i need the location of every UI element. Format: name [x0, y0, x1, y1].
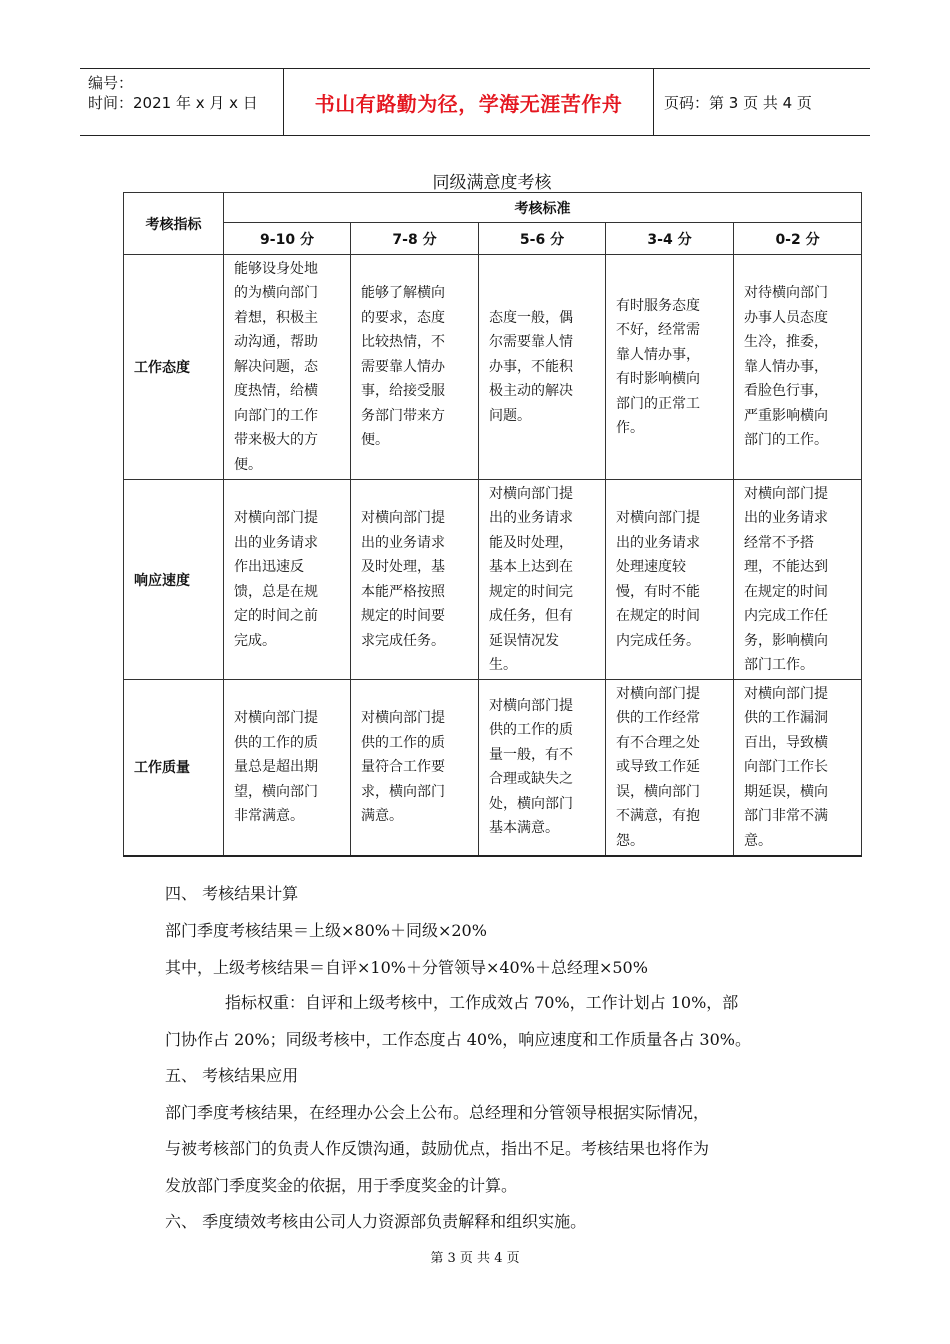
paragraph-line: 发放部门季度奖金的依据，用于季度奖金的计算。 — [165, 1176, 518, 1195]
row-label: 工作质量 — [124, 680, 224, 856]
table-title: 同级满意度考核 — [432, 173, 552, 193]
assessment-table — [123, 192, 862, 857]
table-cell: 对横向部门提 出的业务请求 经常不予搭 理，不能达到 在规定的时间 内完成工作任 务，影响横向 部门工作。 — [734, 480, 862, 680]
table-cell: 态度一般，偶 尔需要靠人情 办事，不能积 极主动的解决 问题。 — [479, 255, 606, 480]
indicator-header: 考核指标 — [124, 193, 224, 255]
table-cell: 有时服务态度 不好，经常需 靠人情办事， 有时影响横向 部门的正常工 作。 — [606, 255, 734, 480]
score-header: 5-6 分 — [479, 223, 606, 255]
table-row — [124, 255, 862, 480]
table-row — [124, 680, 862, 856]
doc-number-label: 编号： — [88, 74, 134, 92]
table-cell: 对横向部门提 出的业务请求 能及时处理， 基本上达到在 规定的时间完 成任务，但有 延误情况发 生。 — [479, 480, 606, 680]
page-footer: 第 3 页 共 4 页 — [430, 1251, 520, 1266]
table-header-row — [124, 193, 862, 223]
paragraph-line: 与被考核部门的负责人作反馈沟通，鼓励优点，指出不足。考核结果也将作为 — [165, 1139, 710, 1158]
score-header: 7-8 分 — [351, 223, 479, 255]
section4-heading: 四、 考核结果计算 — [165, 884, 299, 903]
paragraph-line: 部门季度考核结果，在经理办公会上公布。总经理和分管领导根据实际情况， — [165, 1103, 710, 1122]
formula-line: 部门季度考核结果＝上级×80%＋同级×20% — [165, 921, 487, 940]
score-header-row — [124, 223, 862, 255]
page-header — [80, 68, 870, 136]
header-meta — [80, 69, 284, 135]
row-label: 响应速度 — [124, 480, 224, 680]
table-cell: 对横向部门提 出的业务请求 处理速度较 慢，有时不能 在规定的时间 内完成任务。 — [606, 480, 734, 680]
weights-text: 门协作占 20%；同级考核中，工作态度占 40%，响应速度和工作质量各占 30%。 — [165, 1030, 751, 1049]
section5-heading: 五、 考核结果应用 — [165, 1066, 299, 1085]
standard-header: 考核标准 — [224, 193, 862, 223]
formula-line: 其中，上级考核结果＝自评×10%＋分管领导×40%＋总经理×50% — [165, 958, 648, 977]
table-cell: 对横向部门提 供的工作的质 量总是超出期 望，横向部门 非常满意。 — [224, 680, 351, 856]
score-header: 3-4 分 — [606, 223, 734, 255]
section6-text: 六、 季度绩效考核由公司人力资源部负责解释和组织实施。 — [165, 1212, 587, 1231]
table-cell: 对横向部门提 供的工作经常 有不合理之处 或导致工作延 误，横向部门 不满意，有抱 怨。 — [606, 680, 734, 856]
weights-text: 指标权重：自评和上级考核中，工作成效占 70%，工作计划占 10%，部 — [225, 993, 739, 1012]
table-cell: 对待横向部门 办事人员态度 生冷，推委， 靠人情办事， 看脸色行事， 严重影响横向 部门的工作。 — [734, 255, 862, 480]
table-cell: 对横向部门提 供的工作的质 量符合工作要 求，横向部门 满意。 — [351, 680, 479, 856]
table-cell: 对横向部门提 供的工作漏洞 百出，导致横 向部门工作长 期延误，横向 部门非常不满 意。 — [734, 680, 862, 856]
table-row — [124, 480, 862, 680]
doc-time-label: 时间：2021 年 x 月 x 日 — [88, 94, 258, 112]
header-motto: 书山有路勤为径，学海无涯苦作舟 — [284, 69, 654, 135]
table-cell: 对横向部门提 出的业务请求 及时处理，基 本能严格按照 规定的时间要 求完成任务。 — [351, 480, 479, 680]
table-cell: 对横向部门提 供的工作的质 量一般，有不 合理或缺失之 处，横向部门 基本满意。 — [479, 680, 606, 856]
table-cell: 能够设身处地 的为横向部门 着想，积极主 动沟通，帮助 解决问题，态 度热情，给横 向部门的工作 带来极大的方 便。 — [224, 255, 351, 480]
score-header: 9-10 分 — [224, 223, 351, 255]
header-page-number: 页码：第 3 页 共 4 页 — [664, 93, 812, 112]
row-label: 工作态度 — [124, 255, 224, 480]
table-cell: 能够了解横向 的要求，态度 比较热情，不 需要靠人情办 事，给接受服 务部门带来方 便。 — [351, 255, 479, 480]
score-header: 0-2 分 — [734, 223, 862, 255]
table-cell: 对横向部门提 出的业务请求 作出迅速反 馈，总是在规 定的时间之前 完成。 — [224, 480, 351, 680]
